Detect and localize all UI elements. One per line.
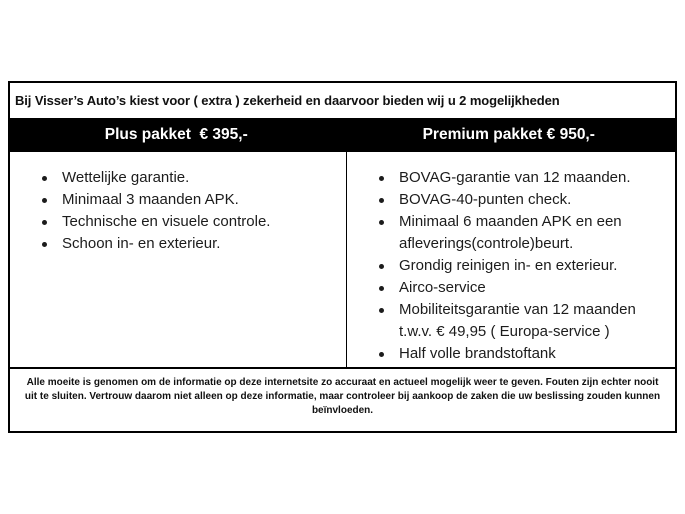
list-item: Wettelijke garantie. [40,167,338,189]
disclaimer-text: Alle moeite is genomen om de informatie op deze internetsite zo accuraat en actueel mogelijk weer te geven. Fouten zijn echter nooit uit te sluiten. Vertrouw daarom niet alleen op deze informatie, maar controleer bij aankoop de zaken die uw beslissing zouden kunnen beïnvloeden. [10,367,675,431]
list-item: Minimaal 6 maanden APK en een afleverings(controle)beurt. [377,211,667,255]
list-item: BOVAG-garantie van 12 maanden. [377,167,667,189]
list-item: Schoon in- en exterieur. [40,233,338,255]
package-header-bar [10,118,675,152]
list-item: BOVAG-40-punten check. [377,189,667,211]
list-item: Minimaal 3 maanden APK. [40,189,338,211]
plus-package-header: Plus pakket € 395,- [104,126,248,143]
package-details-row [10,152,675,367]
premium-package-header: Premium pakket € 950,- [422,126,595,143]
list-item: Half volle brandstoftank [377,343,667,365]
list-item: Mobiliteitsgarantie van 12 maanden t.w.v. € 49,95 ( Europa-service ) [377,299,667,343]
list-item: Technische en visuele controle. [40,211,338,233]
plus-package-list [10,152,346,367]
list-item: Grondig reinigen in- en exterieur. [377,255,667,277]
table-title: Bij Visser’s Auto’s kiest voor ( extra ) zekerheid en daarvoor bieden wij u 2 mogelijkheden [15,93,560,108]
warranty-packages-table [8,81,677,433]
premium-package-list [346,152,675,367]
list-item: Airco-service [377,277,667,299]
